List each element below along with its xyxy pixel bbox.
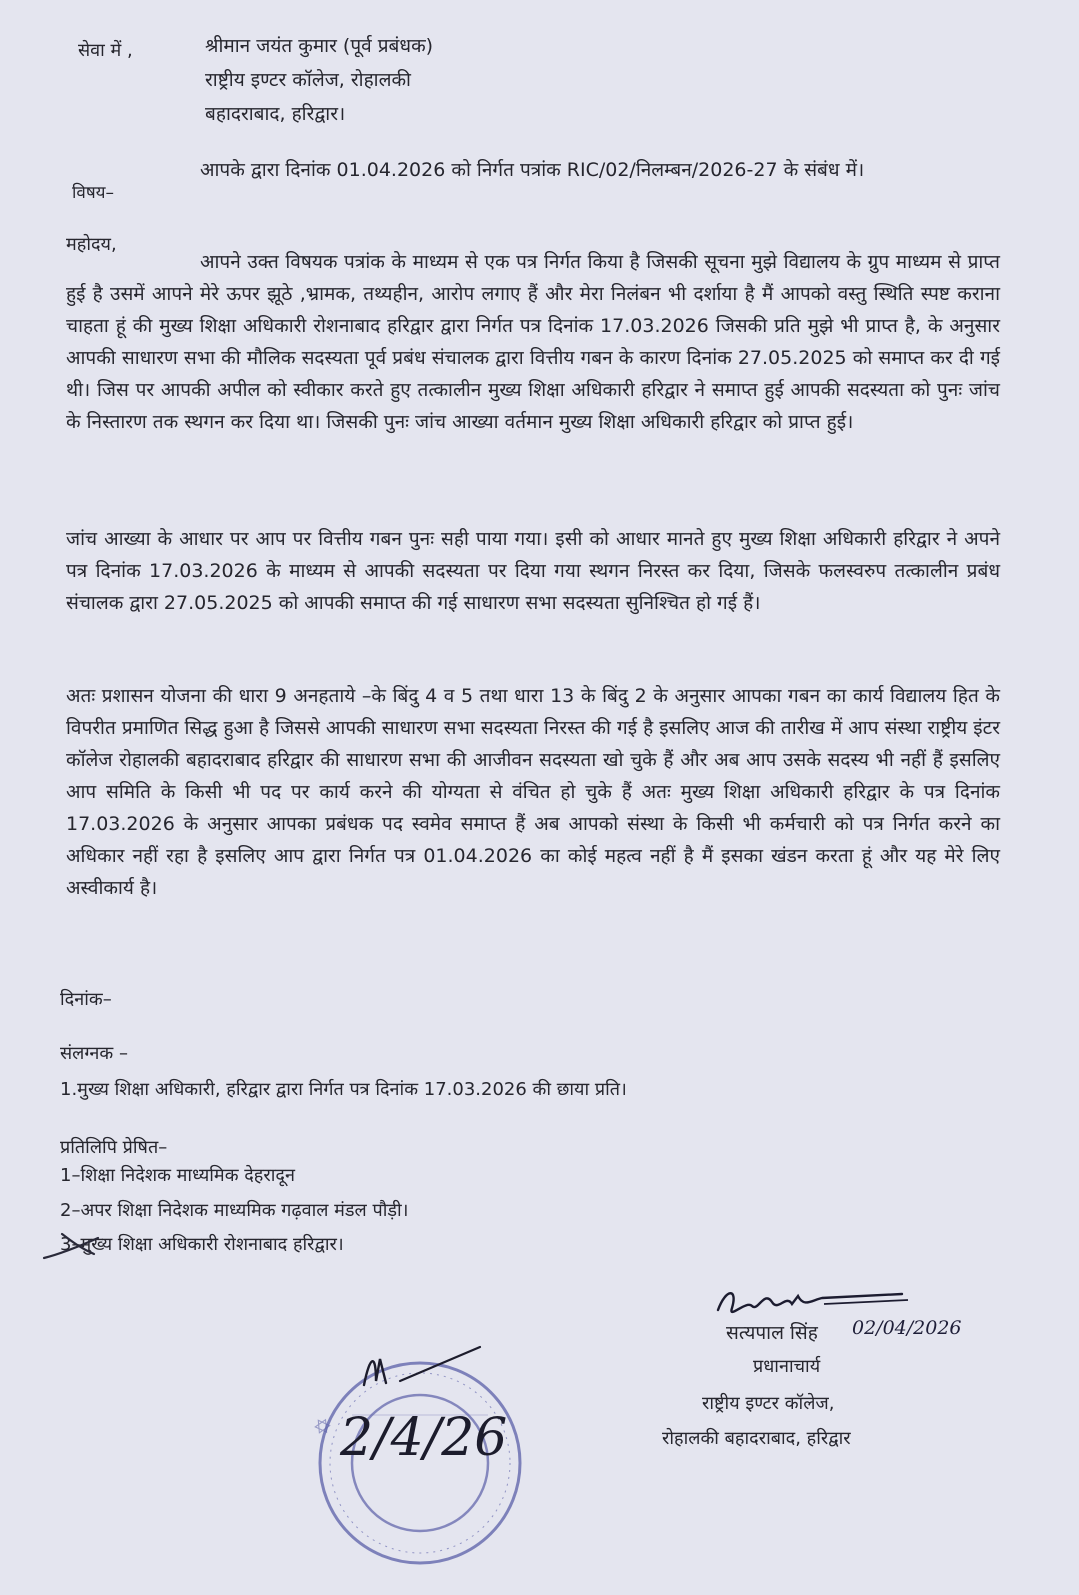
enclosure-item: 1.मुख्य शिक्षा अधिकारी, हरिद्वार द्वारा निर्गत पत्र दिनांक 17.03.2026 की छाया प्रति। xyxy=(60,1079,627,1100)
recipient-name: श्रीमान जयंत कुमार (पूर्व प्रबंधक) xyxy=(205,35,434,57)
subject-text: आपके द्वारा दिनांक 01.04.2026 को निर्गत पत्रांक RIC/02/निलम्बन/2026-27 के संबंध में। xyxy=(200,159,865,181)
signatory-address: रोहालकी बहादराबाद, हरिद्वार xyxy=(662,1428,851,1449)
copies-title: प्रतिलिपि प्रेषित– xyxy=(60,1137,168,1158)
svg-text:✡: ✡ xyxy=(308,1411,339,1444)
enclosure-title: संलग्नक – xyxy=(60,1043,128,1064)
recipient-label: सेवा में , xyxy=(78,40,133,61)
body-paragraph-3: अतः प्रशासन योजना की धारा 9 अनहताये –के बिंदु 4 व 5 तथा धारा 13 के बिंदु 2 के अनुसार आपका गबन का कार्य विद्यालय हित के विपरीत प्रमाणित सिद्ध हुआ है जिससे आपकी साधारण सभा सदस्यता निरस्त की गई है इसलिए आज की तारीख में आप संस्था राष्ट्रीय इंटर कॉलेज रोहालकी बहादराबाद हरिद्वार की साधारण सभा की आजीवन सदस्यता खो चुके हैं और अब आप उसके सदस्य भी नहीं हैं इसलिए आप समिति के किसी भी पद पर कार्य करने की योग्यता से वंचित हो चुके हैं अतः मुख्य शिक्षा अधिकारी हरिद्वार के पत्र दिनांक 17.03.2026 के अनुसार आपका प्रबंधक पद स्वमेव समाप्त हैं अब आपको संस्था के किसी भी कर्मचारी को पत्र निर्गत करने का अधिकार नहीं रहा है इसलिए आप द्वारा निर्गत पत्र 01.04.2026 का कोई महत्व नहीं है मैं इसका खंडन करता हूं और यह मेरे लिए अस्वीकार्य है। xyxy=(66,685,1000,899)
signatory-institution: राष्ट्रीय इण्टर कॉलेज, xyxy=(702,1393,835,1414)
initialed-date: 2/4/26 xyxy=(340,1408,508,1468)
salutation: महोदय, xyxy=(66,234,117,255)
recipient-institution: राष्ट्रीय इण्टर कॉलेज, रोहालकी xyxy=(205,69,411,91)
subject-label: विषय– xyxy=(72,183,115,203)
body-paragraph-1: आपने उक्त विषयक पत्रांक के माध्यम से एक पत्र निर्गत किया है जिसकी सूचना मुझे विद्यालय के ग्रुप माध्यम से प्राप्त हुई है उसमें आपने मेरे ऊपर झूठे ,भ्रामक, तथ्यहीन, आरोप लगाए हैं और मेरा निलंबन भी दर्शाया है मैं आपको वस्तु स्थिति स्पष्ट कराना चाहता हूं की मुख्य शिक्षा अधिकारी रोशनाबाद हरिद्वार द्वारा निर्गत पत्र दिनांक 17.03.2026 जिसकी प्रति मुझे भी प्राप्त है, के अनुसार आपकी साधारण सभा की मौलिक सदस्यता पूर्व प्रबंध संचालक द्वारा वित्तीय गबन के कारण दिनांक 27.05.2025 को समाप्त कर दी गई थी। जिस पर आपकी अपील को स्वीकार करते हुए तत्कालीन मुख्य शिक्षा अधिकारी हरिद्वार ने समाप्त हुई आपकी सदस्यता को पुनः जांच के निस्तारण तक स्थगन कर दिया था। जिसकी पुनः जांच आख्या वर्तमान मुख्य शिक्षा अधिकारी हरिद्वार को प्राप्त हुई। xyxy=(66,251,1000,433)
copy-item: 2–अपर शिक्षा निदेशक माध्यमिक गढ़वाल मंडल पौड़ी। xyxy=(60,1200,409,1221)
signatory-name: सत्यपाल सिंह xyxy=(726,1322,818,1344)
signatory-designation: प्रधानाचार्य xyxy=(753,1356,821,1377)
handwritten-initials xyxy=(330,1345,560,1485)
copy-item: 1–शिक्षा निदेशक माध्यमिक देहरादून xyxy=(60,1165,295,1186)
pen-tick-mark xyxy=(40,1224,130,1264)
body-paragraph-2: जांच आख्या के आधार पर आप पर वित्तीय गबन पुनः सही पाया गया। इसी को आधार मानते हुए मुख्य शिक्षा अधिकारी हरिद्वार ने अपने पत्र दिनांक 17.03.2026 के माध्यम से आपकी सदस्यता पर दिया गया स्थगन निरस्त कर दिया, जिसके फलस्वरुप तत्कालीन प्रबंध संचालक द्वारा 27.05.2025 को आपकी समाप्त की गई साधारण सभा सदस्यता सुनिश्चित हो गई हैं। xyxy=(66,528,1000,614)
signature-date: 02/04/2026 xyxy=(852,1317,962,1339)
date-label: दिनांक– xyxy=(60,989,112,1010)
copy-item: 3–मुख्य शिक्षा अधिकारी रोशनाबाद हरिद्वार। xyxy=(60,1234,344,1255)
recipient-address: बहादराबाद, हरिद्वार। xyxy=(205,103,346,125)
